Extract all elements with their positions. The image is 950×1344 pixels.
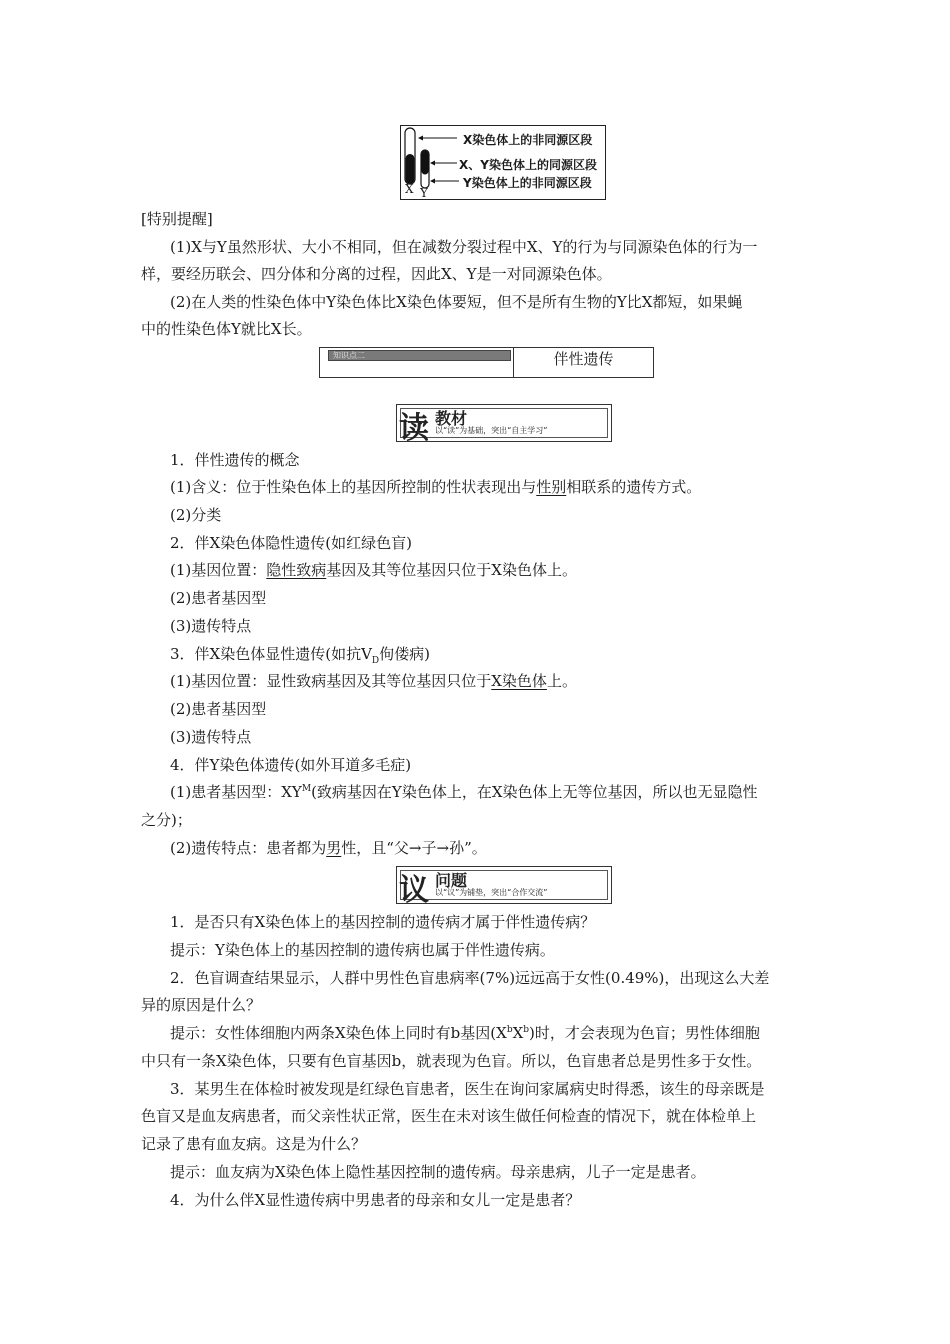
reminder-p2-line1: (2)在人类的性染色体中Y染色体比X染色体要短，但不是所有生物的Y比X都短，如果蝇 <box>170 293 743 311</box>
read-s3: 3．伴X染色体显性遗传(如抗$V_D$佝偻病) <box>170 645 430 666</box>
label-y: Y <box>420 186 428 200</box>
read-s3-3: (3)遗传特点 <box>170 728 252 746</box>
reminder-p1-line1: (1)X与Y虽然形状、大小不相同，但在减数分裂过程中X、Y的行为与同源染色体的行为一 <box>170 238 758 256</box>
knowledge-point-title: 伴性遗传 <box>553 350 614 368</box>
badge-read-title: 教材 <box>435 409 468 428</box>
reminder-p1-line2: 样，要经历联会、四分体和分离的过程，因此X、Y是一对同源染色体。 <box>141 265 612 283</box>
read-s1: 1．伴性遗传的概念 <box>170 451 300 469</box>
discuss-q3-line1: 3．某男生在体检时被发现是红绿色盲患者，医生在询问家属病史时得悉，该生的母亲既是 <box>170 1080 765 1098</box>
read-s1-2: (2)分类 <box>170 506 222 524</box>
knowledge-point-bar <box>328 350 511 361</box>
knowledge-point-bar-label: 知识点二 <box>333 351 365 360</box>
label-xy-homologous: X、Y染色体上的同源区段 <box>459 158 597 172</box>
read-s2-3: (3)遗传特点 <box>170 617 252 635</box>
discuss-q3-line2: 色盲又是血友病患者，而父亲性状正常，医生在未对该生做任何检查的情况下，就在体检单上 <box>141 1107 757 1125</box>
chromosome-figure <box>400 125 606 200</box>
discuss-q2-line2: 异的原因是什么？ <box>141 996 262 1014</box>
badge-discuss-title: 问题 <box>435 871 468 890</box>
read-s2-2: (2)患者基因型 <box>170 589 267 607</box>
read-s4: 4．伴Y染色体遗传(如外耳道多毛症) <box>170 756 412 774</box>
reminder-p2-line2: 中的性染色体Y就比X长。 <box>141 320 312 338</box>
discuss-q1: 1．是否只有X染色体上的基因控制的遗传病才属于伴性遗传病？ <box>170 913 596 931</box>
discuss-q2-line1: 2．色盲调查结果显示，人群中男性色盲患病率(7%)远远高于女性(0.49%)，出现这么大差 <box>170 969 770 987</box>
read-s4-1: (1)患者基因型：$XY^M$(致病基因在Y染色体上，在X染色体上无等位基因，所以也无显隐性 <box>170 783 758 801</box>
badge-discuss-questions <box>396 866 612 908</box>
read-s2: 2．伴X染色体隐性遗传(如红绿色盲) <box>170 534 412 552</box>
label-x: X <box>405 182 414 196</box>
label-x-nonhomologous: X染色体上的非同源区段 <box>463 133 593 147</box>
badge-read-subtitle: 以“读”为基础，突出“自主学习” <box>435 426 548 435</box>
discuss-a2-line2: 中只有一条X染色体，只要有色盲基因b，就表现为色盲。所以，色盲患者总是男性多于女性。 <box>141 1052 762 1070</box>
knowledge-point-banner <box>320 348 514 377</box>
x-homologous-segment <box>406 154 415 184</box>
read-s1-1: (1)含义：位于性染色体上的基因所控制的性状表现出与性别相联系的遗传方式。 <box>170 478 702 496</box>
discuss-a3: 提示：血友病为X染色体上隐性基因控制的遗传病。母亲患病，儿子一定是患者。 <box>170 1163 706 1181</box>
label-y-nonhomologous: Y染色体上的非同源区段 <box>463 176 592 190</box>
badge-read-char: 读 <box>399 411 429 446</box>
badge-discuss-subtitle: 以“议”为铺垫，突出“合作交流” <box>435 888 548 897</box>
y-homologous-segment <box>422 151 429 175</box>
discuss-a1: 提示：Y染色体上的基因控制的遗传病也属于伴性遗传病。 <box>170 941 555 959</box>
read-s2-1: (1)基因位置：隐性致病基因及其等位基因只位于X染色体上。 <box>170 561 577 579</box>
read-s3-1: (1)基因位置：显性致病基因及其等位基因只位于X染色体上。 <box>170 672 577 690</box>
discuss-q3-line3: 记录了患有血友病。这是为什么？ <box>141 1135 367 1153</box>
read-s3-2: (2)患者基因型 <box>170 700 267 718</box>
read-s4-2: (2)遗传特点：患者都为男性，且“父→子→孙”。 <box>170 839 487 857</box>
badge-read-textbook <box>396 404 612 446</box>
discuss-q4: 4．为什么伴X显性遗传病中男患者的母亲和女儿一定是患者？ <box>170 1191 581 1209</box>
discuss-a2-line1: 提示：女性体细胞内两条X染色体上同时有b基因$(X^bX^b)$时，才会表现为色盲；男性体细胞 <box>170 1024 760 1042</box>
badge-discuss-char: 议 <box>399 873 429 908</box>
knowledge-point-box <box>319 347 654 378</box>
read-s4-1-line2: 之分)； <box>141 811 192 829</box>
reminder-heading: [特别提醒] <box>141 210 213 228</box>
